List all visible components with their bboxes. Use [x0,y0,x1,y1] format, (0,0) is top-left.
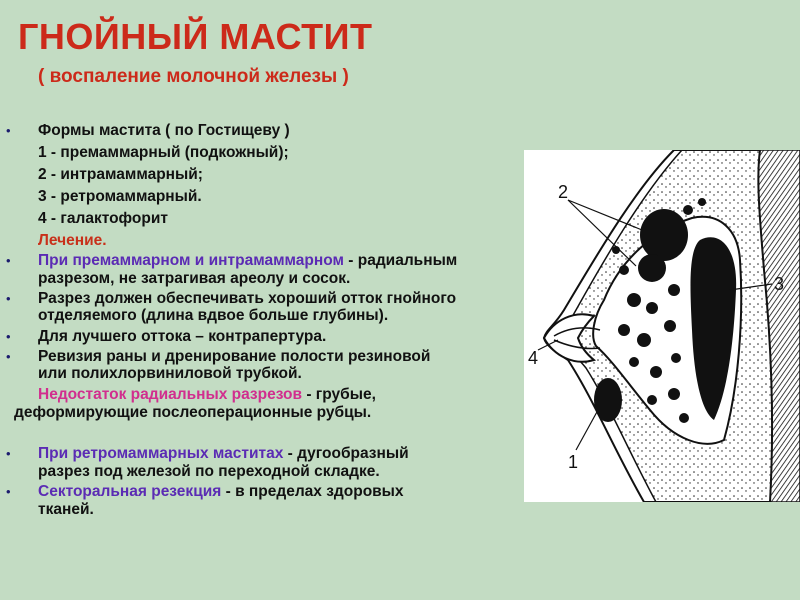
bullet-icon: • [6,484,11,499]
bullet-icon: • [6,123,11,138]
treatment-label: Лечение. [38,232,107,249]
text-radial: - радиальным [343,252,458,269]
bullet-sectoral [38,483,404,501]
bullet-drainage-1: Ревизия раны и дренирование полости резиновой [38,348,431,365]
text-sectoral-cont: тканей. [38,501,94,518]
highlight-retromammary: При ретромаммарных маститах [38,445,284,462]
breast-section-drawing [524,150,800,502]
drawback-line-2: деформирующие послеоперационные рубцы. [14,404,372,421]
text-radial-cont: разрезом, не затрагивая ареолу и сосок. [38,270,351,287]
figure-label-4: 4 [528,348,539,368]
breast-section-figure [524,150,800,502]
bullet-icon: • [6,349,11,364]
slide-title: ГНОЙНЫЙ МАСТИТ [18,16,373,57]
highlight-pre-intra: При премаммарном и интрамаммарном [38,252,344,269]
highlight-sectoral: Секторальная резекция [38,483,222,500]
bullet-icon: • [6,253,11,268]
bullet-retromammary [38,445,409,463]
slide-subtitle: ( воспаление молочной железы ) [38,66,349,87]
forms-header: Формы мастита ( по Гостищеву ) [38,122,290,139]
bullet-drainage-2: или полихлорвиниловой трубкой. [38,365,302,382]
figure-label-3: 3 [774,274,785,294]
form-item-3: 3 - ретромаммарный. [38,188,202,205]
text-drawback: - грубые, [302,386,376,403]
form-item-2: 2 - интрамаммарный; [38,166,203,183]
bullet-outflow-1: Разрез должен обеспечивать хороший отток гнойного [38,290,457,307]
figure-label-1: 1 [568,452,579,472]
bullet-icon: • [6,329,11,344]
bullet-counteraperture: Для лучшего оттока – контрапертура. [38,328,327,345]
text-sectoral: - в пределах здоровых [221,483,404,500]
form-item-1: 1 - премаммарный (подкожный); [38,144,289,161]
bullet-outflow-2: отделяемого (длина вдвое больше глубины). [38,307,389,324]
bullet-icon: • [6,446,11,461]
text-arc-cont: разрез под железой по переходной складке. [38,463,380,480]
text-arc: - дугообразный [283,445,409,462]
drawback-line [38,386,376,404]
figure-label-2: 2 [558,182,569,202]
bullet-icon: • [6,291,11,306]
form-item-4: 4 - галактофорит [38,210,168,227]
bullet-radial-incision [38,252,457,270]
highlight-drawback: Недостаток радиальных разрезов [38,386,303,403]
